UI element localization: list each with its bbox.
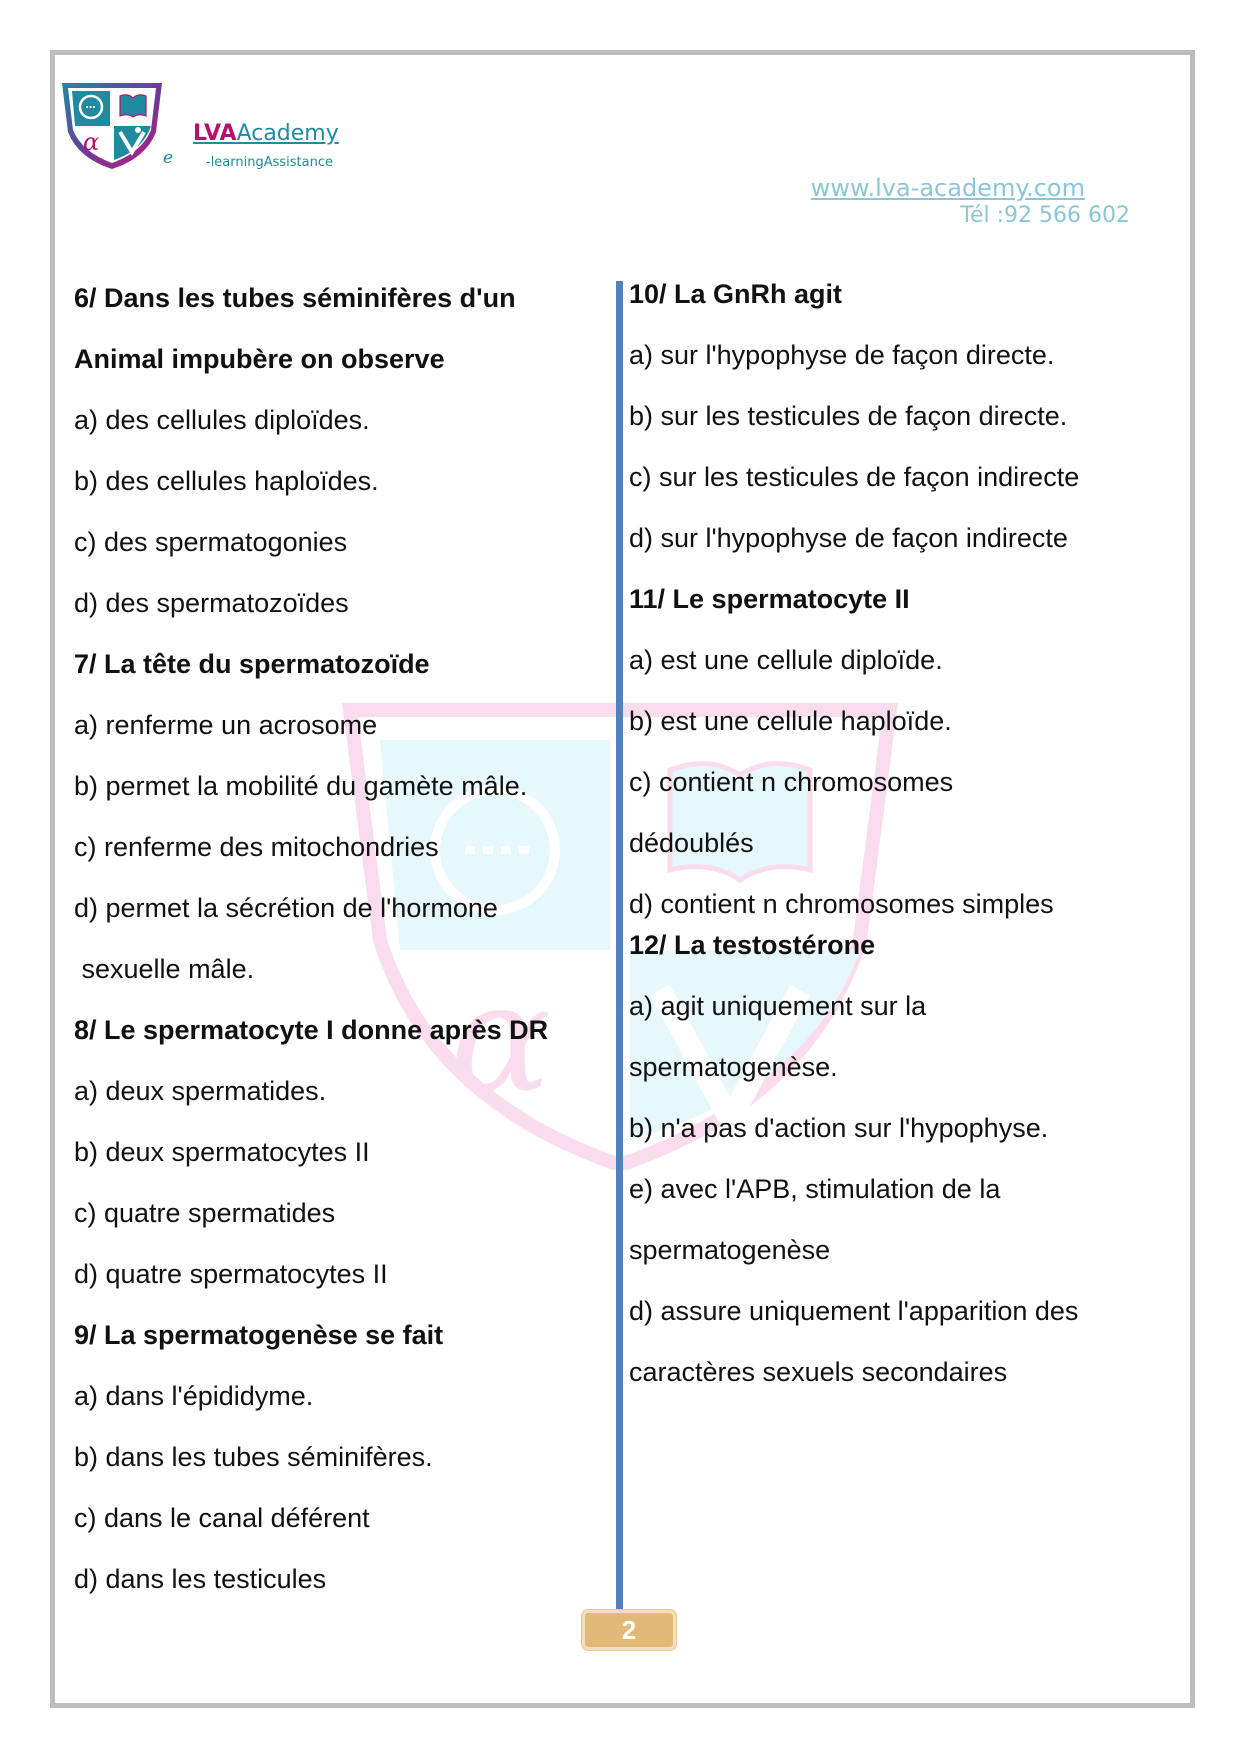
question-11-option-d: d) contient n chromosomes simples <box>629 889 1054 919</box>
question-10-option-b: b) sur les testicules de façon directe. <box>629 401 1068 431</box>
question-11-option-c-line1: c) contient n chromosomes <box>629 767 954 797</box>
question-7-option-b: b) permet la mobilité du gamète mâle. <box>74 771 528 801</box>
question-12-option-e-line1: e) avec l'APB, stimulation de la <box>629 1174 1001 1204</box>
question-12-option-e-line2: spermatogenèse <box>629 1235 831 1265</box>
question-11-option-b: b) est une cellule haploïde. <box>629 706 952 736</box>
question-9-title: 9/ La spermatogenèse se fait <box>74 1320 444 1350</box>
question-9-option-c: c) dans le canal déférent <box>74 1503 370 1533</box>
question-9-option-a: a) dans l'épididyme. <box>74 1381 314 1411</box>
question-9-option-d: d) dans les testicules <box>74 1564 327 1594</box>
question-6-title-line2: Animal impubère on observe <box>74 344 445 374</box>
phone-number: Tél :92 566 602 <box>960 203 1130 228</box>
question-8-title: 8/ Le spermatocyte I donne après DR <box>74 1015 549 1045</box>
page-number-badge: 2 <box>582 1610 676 1650</box>
question-7-option-c: c) renferme des mitochondries <box>74 832 439 862</box>
question-8-option-b: b) deux spermatocytes II <box>74 1137 370 1167</box>
brand-lva: LVA <box>193 121 237 146</box>
question-7-option-a: a) renferme un acrosome <box>74 710 378 740</box>
column-divider <box>616 281 623 1611</box>
question-6-option-c: c) des spermatogonies <box>74 527 348 557</box>
e-learning-mark: e <box>163 148 174 168</box>
question-10-title: 10/ La GnRh agit <box>629 279 843 309</box>
question-12-title: 12/ La testostérone <box>629 930 876 960</box>
question-9-option-b: b) dans les tubes séminifères. <box>74 1442 433 1472</box>
question-6-option-d: d) des spermatozoïdes <box>74 588 349 618</box>
brand-academy: Academy <box>236 121 339 146</box>
question-8-option-c: c) quatre spermatides <box>74 1198 336 1228</box>
question-10-option-d: d) sur l'hypophyse de façon indirecte <box>629 523 1068 553</box>
question-12-option-b: b) n'a pas d'action sur l'hypophyse. <box>629 1113 1049 1143</box>
question-6-title-line1: 6/ Dans les tubes séminifères d'un <box>74 283 516 313</box>
question-7-option-d-line2: sexuelle mâle. <box>74 954 255 984</box>
lva-academy-logo-icon <box>58 80 166 170</box>
question-11-title: 11/ Le spermatocyte II <box>629 584 910 614</box>
question-6-option-b: b) des cellules haploïdes. <box>74 466 379 496</box>
question-6-option-a: a) des cellules diploïdes. <box>74 405 370 435</box>
question-7-option-d-line1: d) permet la sécrétion de l'hormone <box>74 893 498 923</box>
question-7-title: 7/ La tête du spermatozoïde <box>74 649 430 679</box>
question-12-option-d-line2: caractères sexuels secondaires <box>629 1357 1008 1387</box>
svg-text:α: α <box>450 952 552 1126</box>
svg-text:α: α <box>83 128 100 156</box>
question-8-option-d: d) quatre spermatocytes II <box>74 1259 388 1289</box>
question-10-option-c: c) sur les testicules de façon indirecte <box>629 462 1080 492</box>
question-11-option-c-line2: dédoublés <box>629 828 754 858</box>
question-12-option-d-line1: d) assure uniquement l'apparition des <box>629 1296 1079 1326</box>
brand-tagline: -learningAssistance <box>206 155 333 170</box>
website-link[interactable]: www.lva-academy.com <box>810 174 1085 202</box>
question-10-option-a: a) sur l'hypophyse de façon directe. <box>629 340 1055 370</box>
brand-name <box>193 121 339 146</box>
question-12-option-a-line2: spermatogenèse. <box>629 1052 838 1082</box>
question-11-option-a: a) est une cellule diploïde. <box>629 645 943 675</box>
question-12-option-a-line1: a) agit uniquement sur la <box>629 991 927 1021</box>
question-8-option-a: a) deux spermatides. <box>74 1076 327 1106</box>
